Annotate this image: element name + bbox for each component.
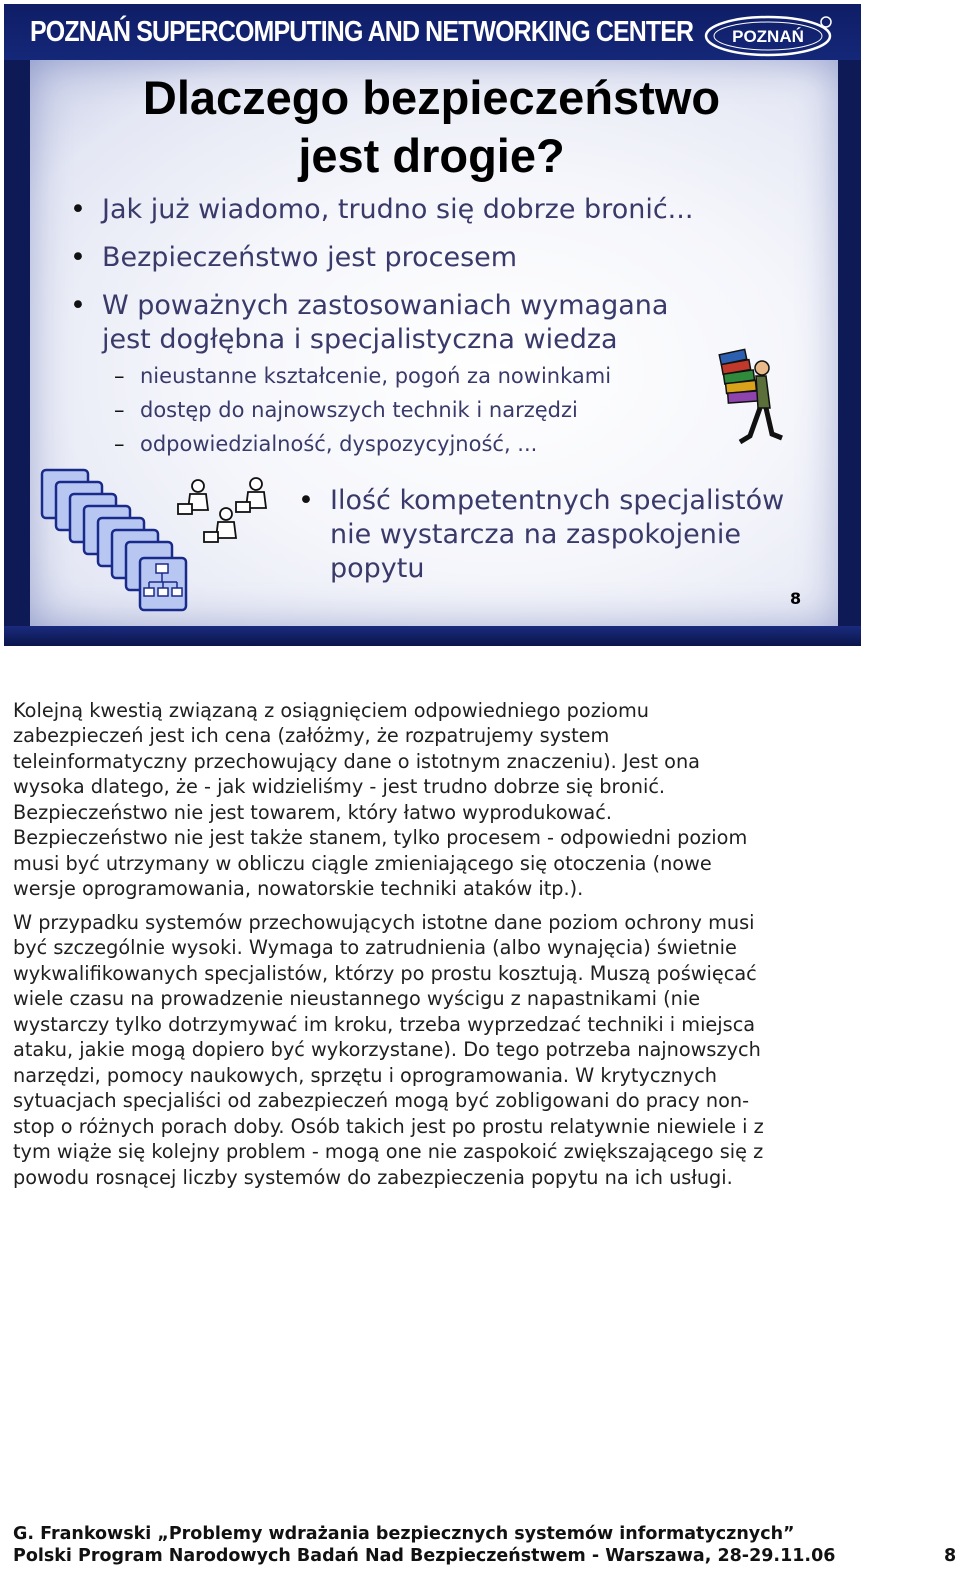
slide-header: [4, 4, 861, 60]
paragraph-1-line: wysoka dlatego, że - jak widzieliśmy - jest trudno dobrze się bronić.: [13, 775, 666, 798]
bullet-1: • Jak już wiadomo, trudno się dobrze bronić...: [70, 194, 694, 225]
bullet-2: • Bezpieczeństwo jest procesem: [70, 242, 518, 273]
footer-page-number: 8: [944, 1546, 957, 1566]
bullet-4-cont-1: nie wystarcza na zaspokojenie: [330, 519, 741, 550]
paragraph-1-line: wersje oprogramowania, nowatorskie techniki ataków itp.).: [13, 877, 584, 900]
paragraph-2-line: powodu rosnącej liczby systemów do zabezpieczenia popytu na ich usługi.: [13, 1166, 733, 1189]
paragraph-1-line: Kolejną kwestią związaną z osiągnięciem odpowiedniego poziomu: [13, 699, 649, 722]
slide-title-line-1: Dlaczego bezpieczeństwo: [142, 71, 721, 124]
slide-bottom-bar: [4, 626, 861, 646]
logo-text: POZNAŃ: [732, 27, 804, 46]
paragraph-1-line: Bezpieczeństwo nie jest także stanem, tylko procesem - odpowiedni poziom: [13, 826, 748, 849]
slide-page-number: 8: [790, 589, 802, 608]
paragraph-2-line: tym wiąże się kolejny problem - mogą one nie zaspokoić zwiększającego się z: [13, 1140, 764, 1163]
paragraph-1-line: musi być utrzymany w obliczu ciągle zmieniającego się otoczenia (nowe: [13, 852, 712, 875]
subbullet-1: – nieustanne kształcenie, pogoń za nowinkami: [114, 364, 612, 388]
header-title: POZNAŃ SUPERCOMPUTING AND NETWORKING CENTER: [30, 16, 694, 48]
paragraph-2-line: ataku, jakie mogą dopiero być wykorzystane). Do tego potrzeba najnowszych: [13, 1038, 761, 1061]
paragraph-1-line: zabezpieczeń jest ich cena (załóżmy, że rozpatrujemy system: [13, 724, 610, 747]
bullet-3-cont: jest dogłębna i specjalistyczna wiedza: [102, 324, 618, 355]
footer-event: Polski Program Narodowych Badań Nad Bezpieczeństwem - Warszawa, 28-29.11.06: [13, 1546, 836, 1566]
paragraph-2-line: wystarczy tylko dotrzymywać im kroku, trzeba wyprzedzać techniki i miejsca: [13, 1013, 756, 1036]
bullet-4: • Ilość kompetentnych specjalistów: [298, 485, 785, 516]
footer-author-title: G. Frankowski „Problemy wdrażania bezpiecznych systemów informatycznych”: [13, 1524, 795, 1544]
subbullet-3: – odpowiedzialność, dyspozycyjność, ...: [114, 432, 538, 456]
paragraph-2-line: sytuacjach specjaliści od zabezpieczeń mogą być zobligowani do pracy non-: [13, 1089, 750, 1112]
subbullet-2: – dostęp do najnowszych technik i narzędzi: [114, 398, 578, 422]
paragraph-2-line: wiele czasu na prowadzenie nieustannego wyścigu z napastnikami (nie: [13, 987, 701, 1010]
psnc-logo-icon: [702, 12, 836, 58]
paragraph-2-line: narzędzi, pomocy naukowych, sprzętu i oprogramowania. W krytycznych: [13, 1064, 718, 1087]
bullet-4-cont-2: popytu: [330, 553, 425, 584]
paragraph-2-line: wykwalifikowanych specjalistów, którzy po prostu kosztują. Muszą poświęcać: [13, 962, 757, 985]
paragraph-1-line: Bezpieczeństwo nie jest towarem, który łatwo wyprodukować.: [13, 801, 612, 824]
slide-title-line-2: jest drogie?: [298, 129, 565, 182]
slide-image: [4, 4, 861, 646]
paragraph-1-line: teleinformatyczny przechowujący dane o istotnym znaczeniu). Jest ona: [13, 750, 700, 773]
paragraph-2-line: być szczególnie wysoki. Wymaga to zatrudnienia (albo wynajęcia) świetnie: [13, 936, 737, 959]
paragraph-2-line: stop o różnych porach doby. Osób takich jest po prostu relatywnie niewiele i z: [13, 1115, 764, 1138]
person-carrying-books-icon: [706, 346, 786, 448]
people-at-computers-icon: [176, 474, 276, 554]
bullet-3: • W poważnych zastosowaniach wymagana: [70, 290, 669, 321]
paragraph-2-line: W przypadku systemów przechowujących istotne dane poziom ochrony musi: [13, 911, 755, 934]
